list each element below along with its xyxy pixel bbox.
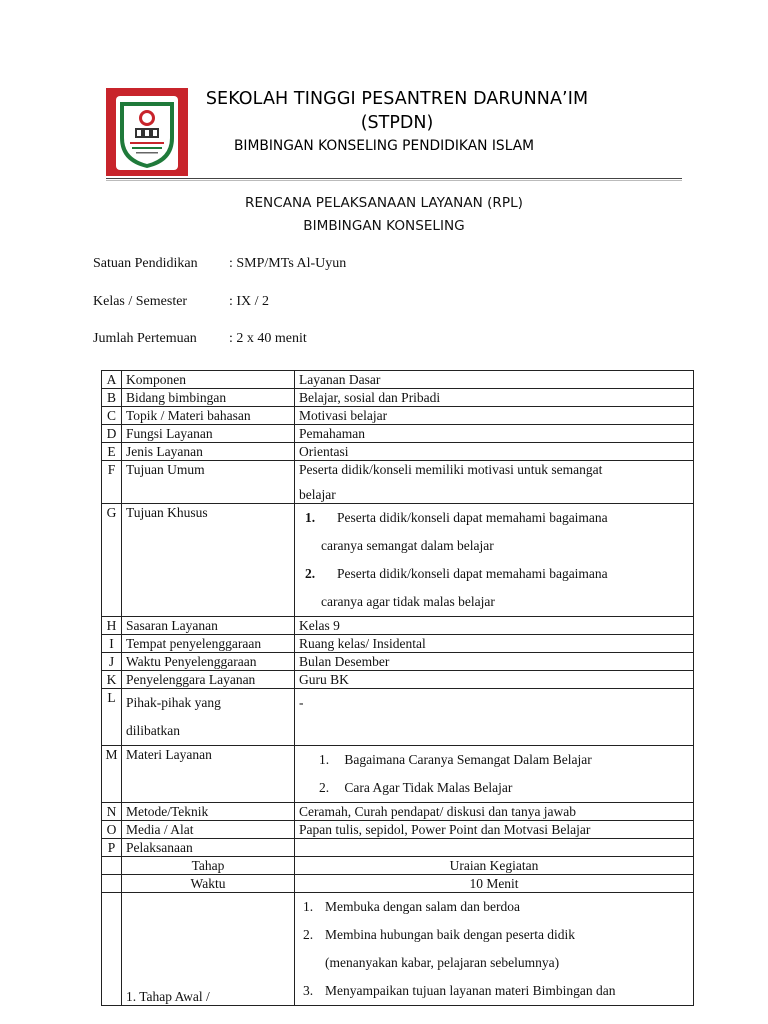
header-divider-secondary [106,180,682,181]
table-row: I Tempat penyelenggaraan Ruang kelas/ Insidental [102,635,694,653]
table-row: 1. Tahap Awal / 1. Membuka dengan salam dan berdoa 2. Membina hubungan baik dengan peserta didik (menanyakan kabar, pelajaran sebelumnya) 3. Menyampaikan tujuan layanan materi Bimbingan dan [102,893,694,1006]
table-row: G Tujuan Khusus 1. Peserta didik/konseli dapat memahami bagaimana caranya semangat dalam belajar 2. Peserta didik/konseli dapat memahami bagaimana caranya agar tidak malas belajar [102,504,694,617]
program-name: BIMBINGAN KONSELING PENDIDIKAN ISLAM [233,138,535,154]
table-row: H Sasaran Layanan Kelas 9 [102,617,694,635]
table-row: A Komponen Layanan Dasar [102,371,694,389]
institution-abbreviation: (STPDN) [360,113,434,133]
info-satuan-label: Satuan Pendidikan [93,256,198,271]
rpl-table [101,370,694,1006]
table-row: O Media / Alat Papan tulis, sepidol, Power Point dan Motvasi Belajar [102,821,694,839]
info-jumlah [93,331,307,347]
info-kelas-label: Kelas / Semester [93,294,188,309]
table-row: K Penyelenggara Layanan Guru BK [102,671,694,689]
table-row: F Tujuan Umum Peserta didik/konseli memiliki motivasi untuk semangat belajar [102,461,694,504]
info-kelas-value: : IX / 2 [229,294,270,309]
uraian-header: Uraian Kegiatan [295,857,694,875]
table-row: B Bidang bimbingan Belajar, sosial dan Pribadi [102,389,694,407]
table-row: Waktu 10 Menit [102,875,694,893]
table-row: E Jenis Layanan Orientasi [102,443,694,461]
document-subtitle: BIMBINGAN KONSELING [303,218,465,234]
table-row: C Topik / Materi bahasan Motivasi belajar [102,407,694,425]
table-row: P Pelaksanaan [102,839,694,857]
info-jumlah-value: : 2 x 40 menit [229,331,307,346]
table-row: M Materi Layanan 1. Bagaimana Caranya Semangat Dalam Belajar 2. Cara Agar Tidak Malas Belajar [102,746,694,803]
table-row: L Pihak-pihak yang dilibatkan - [102,689,694,746]
info-jumlah-label: Jumlah Pertemuan [93,331,197,346]
table-row: J Waktu Penyelenggaraan Bulan Desember [102,653,694,671]
table-row: D Fungsi Layanan Pemahaman [102,425,694,443]
header-divider [106,178,682,179]
table-row: N Metode/Teknik Ceramah, Curah pendapat/ diskusi dan tanya jawab [102,803,694,821]
tahap-header: Tahap [122,857,295,875]
institution-name: SEKOLAH TINGGI PESANTREN DARUNNA’IM [205,89,589,109]
info-satuan [93,256,346,272]
document-title: RENCANA PELAKSANAAN LAYANAN (RPL) [245,195,523,211]
table-row [102,857,694,875]
school-logo [106,88,188,176]
info-kelas [93,294,269,310]
info-satuan-value: : SMP/MTs Al-Uyun [229,256,347,271]
